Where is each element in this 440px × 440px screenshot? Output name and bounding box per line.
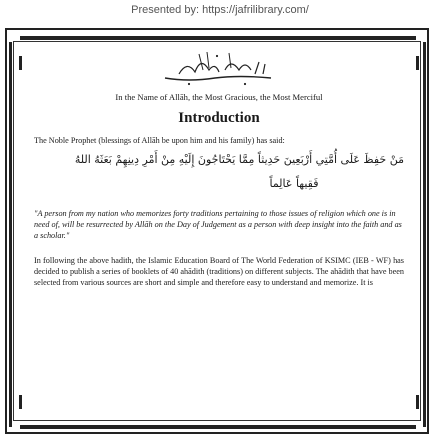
page-border-top-bar bbox=[20, 36, 416, 40]
page-title: Introduction bbox=[178, 110, 260, 126]
border-ornament bbox=[19, 395, 22, 409]
presented-by-header: Presented by: https://jafrilibrary.com/ bbox=[131, 4, 309, 16]
page-border-right-bar bbox=[423, 42, 426, 427]
hadith-translation: "A person from my nation who memorizes forty traditions pertaining to those issues of religion which one is in need of, will be resurrected by Allāh on the Day of Judgement as a person with deep insight into the faith and as a scholar." bbox=[34, 209, 402, 240]
page-border-bottom-bar bbox=[20, 425, 416, 429]
arabic-hadith-line-2: فَقِيهاً عَالِماً bbox=[269, 177, 319, 190]
arabic-hadith-line-1: مَنْ حَفِظَ عَلَى أُمَّتِي أَرْبَعِينَ حَدِيثاً مِمَّا يَحْتَاجُونَ إِلَيْهِ مِنْ أَمْرِ دِينِهِمْ بَعَثَهُ اللهُ bbox=[74, 153, 404, 166]
border-ornament bbox=[416, 56, 419, 70]
border-ornament bbox=[19, 56, 22, 70]
bismillah-calligraphy-icon bbox=[159, 48, 279, 88]
border-ornament bbox=[416, 395, 419, 409]
page-content bbox=[34, 48, 404, 288]
intro-paragraph: The Noble Prophet (blessings of Allāh be upon him and his family) has said: bbox=[34, 136, 285, 145]
page-border-left-bar bbox=[9, 42, 12, 427]
bismillah-translation: In the Name of Allāh, the Most Gracious, the Most Merciful bbox=[115, 92, 323, 102]
body-paragraph: In following the above hadith, the Islamic Education Board of The World Federation of KSIMC (IEB - WF) has decided to publish a series of booklets of 40 ahādith (traditions) on different subjects. The ahādith that have been selected from various sources are short and simple and therefore easy to understand and memorize. It is bbox=[34, 256, 404, 287]
